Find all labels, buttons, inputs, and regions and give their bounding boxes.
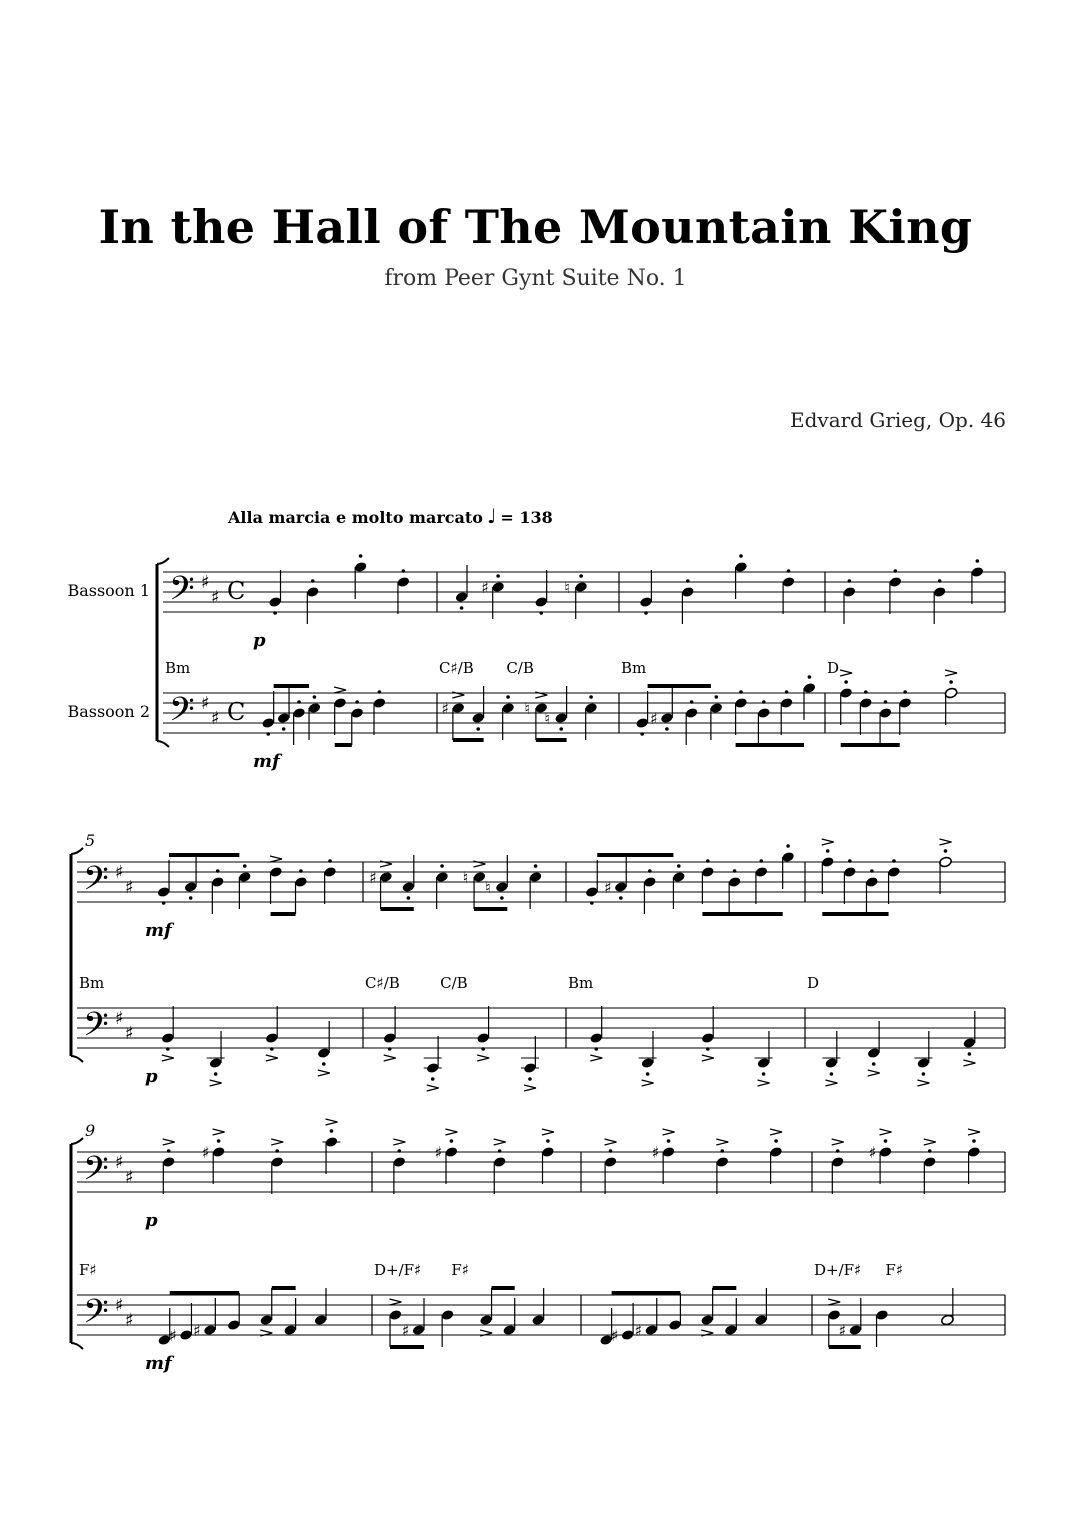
bracket-hook-top [71,848,83,854]
accent-mark [963,1060,975,1066]
staccato-dot [214,1072,218,1076]
staccato-dot [539,611,543,615]
staccato-dot [579,574,583,578]
staccato-dot [402,569,406,573]
staccato-dot [528,1077,532,1081]
staccato-dot [870,869,874,873]
sharp-c-icon: ♯ [125,1023,134,1044]
sharp-icon: ♯ [401,1321,410,1340]
chord-symbol: Bm [621,659,647,677]
bass-clef-icon: 𝄢 [83,1150,109,1196]
staccato-dot [460,606,464,610]
accent-mark [770,1129,782,1135]
staccato-dot [322,1062,326,1066]
accent-mark [393,1139,405,1145]
staccato-dot [217,1139,221,1143]
chord-symbol: F♯ [451,1261,470,1279]
staccato-dot [166,1047,170,1051]
accent-mark [832,1139,844,1145]
staccato-dot [440,864,444,868]
bracket-hook-bottom [71,1056,83,1062]
chord-symbol: D [827,659,840,677]
accent-mark [270,856,282,862]
staccato-dot [830,1072,834,1076]
staccato-dot [715,695,719,699]
staccato-dot [976,559,980,563]
accent-mark [162,1055,174,1061]
staccato-dot [894,569,898,573]
staccato-dot [498,1149,502,1153]
common-time-icon: C [227,577,246,605]
chord-symbol: C/B [506,659,534,677]
bass-clef-icon: 𝄢 [83,1293,109,1339]
staccato-dot [506,695,510,699]
accent-mark [494,1139,506,1145]
staccato-dot [733,869,737,873]
staccato-dot [938,579,942,583]
staccato-dot [706,1047,710,1051]
sharp-icon: ♯ [481,578,489,597]
staccato-dot [595,1047,599,1051]
accent-mark [590,1055,602,1061]
sharp-icon: ♯ [610,1326,619,1345]
staccato-dot [739,554,743,558]
staccato-dot [330,1129,334,1133]
staccato-dot [216,869,220,873]
bass-clef-icon: 𝄢 [169,691,195,737]
staccato-dot [686,579,690,583]
natural-icon: ♮ [462,868,469,887]
staccato-dot [266,732,270,736]
staccato-dot [762,1072,766,1076]
staccato-dot [760,859,764,863]
staccato-dot [665,727,669,731]
staccato-dot [388,1047,392,1051]
staff-bassoon1 [163,572,1005,612]
bass-clef-icon: 𝄢 [83,1006,109,1052]
chord-symbol: C♯/B [365,974,400,992]
staccato-dot [928,1149,932,1153]
bracket-hook-top [157,558,169,564]
staccato-dot [785,690,789,694]
staccato-dot [546,1139,550,1143]
sharp-c-icon: ♯ [125,1310,134,1331]
staccato-dot [275,1149,279,1153]
staccato-dot [884,1139,888,1143]
page-subtitle: from Peer Gynt Suite No. 1 [384,266,687,291]
staccato-dot [407,896,411,900]
sharp-icon: ♯ [651,1143,660,1162]
page-title: In the Hall of The Mountain King [98,200,973,254]
staccato-dot [162,901,166,905]
chord-symbol: D [807,974,820,992]
staccato-dot [648,869,652,873]
accent-mark [840,670,852,676]
accent-mark [163,1139,175,1145]
dynamic-marking: mf [253,751,280,772]
staccato-dot [786,844,790,848]
sharp-icon: ♯ [634,1321,643,1340]
accent-mark [542,1129,554,1135]
staccato-dot [762,700,766,704]
accent-mark [868,1070,880,1076]
staccato-dot [313,695,317,699]
accent-mark [384,1055,396,1061]
staff-bassoon2 [77,1008,1005,1048]
accent-mark [271,1139,283,1145]
staccato-dot [706,859,710,863]
sharp-icon: ♯ [169,1326,177,1345]
natural-icon: ♮ [484,878,491,897]
staccato-dot [559,727,563,731]
accent-mark [828,1299,840,1305]
sharp-c-icon: ♯ [125,877,134,898]
sharp-icon: ♯ [838,1321,847,1340]
staccato-dot [311,579,315,583]
measure-number: 5 [85,831,96,850]
staccato-dot [787,569,791,573]
accent-mark [822,839,834,845]
staccato-dot [848,859,852,863]
staccato-dot [836,1149,840,1153]
staccato-dot [500,896,504,900]
chord-symbol: Bm [165,659,191,677]
staccato-dot [826,849,830,853]
natural-icon: ♮ [524,699,530,718]
staccato-dot [949,680,953,684]
accent-mark [325,1119,337,1125]
dynamic-marking: p [145,1210,158,1231]
sharp-f-icon: ♯ [201,693,210,714]
sharp-f-icon: ♯ [115,1152,124,1173]
staccato-dot [864,690,868,694]
staccato-dot [690,700,694,704]
instrument-label-bassoon1: Bassoon 1 [67,581,150,600]
common-time-icon: C [227,698,246,726]
staccato-dot [944,849,948,853]
accent-mark [663,1129,675,1135]
staccato-dot [872,1062,876,1066]
sharp-icon: ♯ [368,868,377,887]
staccato-dot [677,864,681,868]
staccato-dot [903,690,907,694]
accent-mark [917,1080,929,1086]
accent-mark [524,1085,536,1091]
staccato-dot [739,690,743,694]
accent-mark [389,1299,401,1305]
accent-mark [334,687,346,693]
staccato-dot [534,864,538,868]
staccato-dot [589,695,593,699]
staccato-dot [774,1139,778,1143]
chord-symbol: Bm [568,974,594,992]
staccato-dot [273,611,277,615]
accent-mark [879,1129,891,1135]
staccato-dot [450,1139,454,1143]
sharp-icon: ♯ [649,709,658,728]
sharp-icon: ♯ [603,878,612,897]
sharp-icon: ♯ [441,699,450,718]
staccato-dot [243,864,247,868]
accent-mark [605,1139,617,1145]
natural-icon: ♮ [564,578,570,597]
staccato-dot [328,859,332,863]
measure-number: 9 [85,1121,96,1140]
bass-clef-icon: 𝄢 [83,860,109,906]
sharp-f-icon: ♯ [115,1008,124,1029]
staccato-dot [640,732,644,736]
staccato-dot [270,1047,274,1051]
tempo-bpm: = 138 [500,508,553,527]
accent-mark [477,1055,489,1061]
dynamic-marking: p [145,1066,158,1087]
bass-clef-icon: 𝄢 [169,570,195,616]
accent-mark [939,839,951,845]
sharp-icon: ♯ [868,1143,877,1162]
staccato-dot [378,690,382,694]
sharp-icon: ♯ [434,1143,443,1162]
staccato-dot [481,1047,485,1051]
chord-symbol: C/B [440,974,468,992]
staccato-dot [299,869,303,873]
staccato-dot [721,1149,725,1153]
chord-symbol: C♯/B [439,659,474,677]
accent-mark [210,1080,222,1086]
quarter-note-icon: ♩ [486,504,497,528]
chord-symbol: F♯ [79,1261,97,1279]
bracket-hook-top [71,1138,83,1144]
accent-mark [825,1080,837,1086]
sharp-f-icon: ♯ [201,572,210,593]
bracket-hook-bottom [157,741,169,747]
staccato-dot [884,700,888,704]
staccato-dot [398,1149,402,1153]
staccato-dot [848,579,852,583]
staccato-dot [359,554,363,558]
staccato-dot [496,574,500,578]
staccato-dot [609,1149,613,1153]
staccato-dot [646,1072,650,1076]
accent-mark [702,1055,714,1061]
chord-symbol: Bm [79,974,105,992]
accent-mark [642,1080,654,1086]
staccato-dot [844,680,848,684]
dynamic-marking: p [253,630,266,651]
staccato-dot [476,727,480,731]
dynamic-marking: mf [145,920,172,941]
staccato-dot [282,727,286,731]
staccato-dot [892,859,896,863]
staccato-dot [167,1149,171,1153]
sharp-icon: ♯ [192,1321,201,1340]
accent-mark [427,1085,439,1091]
staccato-dot [619,896,623,900]
staccato-dot [590,901,594,905]
sharp-f-icon: ♯ [115,862,124,883]
bracket-hook-bottom [71,1343,83,1349]
accent-mark [758,1080,770,1086]
accent-mark [716,1139,728,1145]
staff-bassoon2 [77,1295,1005,1335]
staccato-dot [972,1139,976,1143]
accent-mark [213,1129,225,1135]
accent-mark [318,1070,330,1076]
staccato-dot [189,896,193,900]
staccato-dot [808,675,812,679]
accent-mark [266,1055,278,1061]
sharp-c-icon: ♯ [125,1167,134,1188]
staccato-dot [667,1139,671,1143]
dynamic-marking: mf [145,1353,172,1374]
staccato-dot [644,611,648,615]
instrument-label-bassoon2: Bassoon 2 [67,702,150,721]
staccato-dot [968,1052,972,1056]
composer-credit: Edvard Grieg, Op. 46 [790,408,1006,432]
sharp-icon: ♯ [201,1143,210,1162]
tempo-text: Alla marcia e molto marcato [228,508,483,527]
staccato-dot [922,1072,926,1076]
accent-mark [445,1129,457,1135]
accent-mark [945,670,957,676]
accent-mark [968,1129,980,1135]
sharp-c-icon: ♯ [211,587,220,608]
chord-symbol: D+/F♯ [374,1261,422,1279]
sharp-c-icon: ♯ [211,708,220,729]
staccato-dot [297,700,301,704]
staccato-dot [431,1077,435,1081]
sharp-f-icon: ♯ [115,1295,124,1316]
staccato-dot [355,700,359,704]
accent-mark [924,1139,936,1145]
staff-bassoon1 [77,1152,1005,1192]
natural-icon: ♮ [544,709,550,728]
chord-symbol: F♯ [885,1261,904,1279]
chord-symbol: D+/F♯ [814,1261,862,1279]
